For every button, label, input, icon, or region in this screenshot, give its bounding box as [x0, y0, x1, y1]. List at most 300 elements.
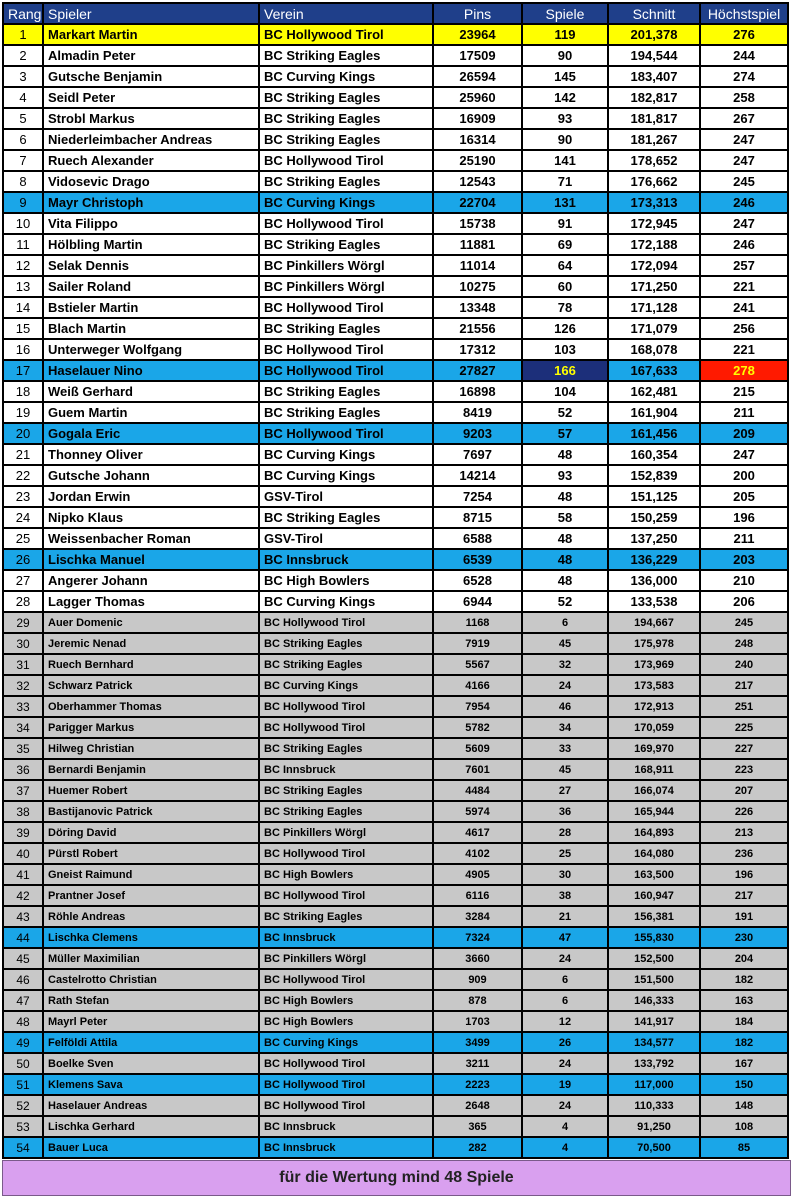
- high-game-cell: 203: [700, 549, 788, 570]
- pins-cell: 6539: [433, 549, 522, 570]
- average-cell: 136,000: [608, 570, 700, 591]
- club-cell: BC Innsbruck: [259, 759, 433, 780]
- pins-cell: 6528: [433, 570, 522, 591]
- average-cell: 161,456: [608, 423, 700, 444]
- high-game-cell: 217: [700, 675, 788, 696]
- rank-cell: 6: [3, 129, 43, 150]
- rank-cell: 46: [3, 969, 43, 990]
- pins-cell: 1168: [433, 612, 522, 633]
- club-cell: BC Curving Kings: [259, 675, 433, 696]
- table-row: [3, 507, 788, 528]
- high-game-cell: 85: [700, 1137, 788, 1158]
- table-row: [3, 822, 788, 843]
- average-cell: 146,333: [608, 990, 700, 1011]
- average-cell: 134,577: [608, 1032, 700, 1053]
- club-cell: BC Hollywood Tirol: [259, 717, 433, 738]
- rank-cell: 38: [3, 801, 43, 822]
- average-cell: 181,817: [608, 108, 700, 129]
- table-row: [3, 1074, 788, 1095]
- average-cell: 164,080: [608, 843, 700, 864]
- player-cell: Hilweg Christian: [43, 738, 259, 759]
- club-cell: BC Striking Eagles: [259, 654, 433, 675]
- rank-cell: 28: [3, 591, 43, 612]
- pins-cell: 16898: [433, 381, 522, 402]
- high-game-cell: 182: [700, 969, 788, 990]
- club-cell: BC Striking Eagles: [259, 171, 433, 192]
- rank-cell: 20: [3, 423, 43, 444]
- pins-cell: 282: [433, 1137, 522, 1158]
- high-game-cell: 245: [700, 171, 788, 192]
- club-cell: BC Pinkillers Wörgl: [259, 276, 433, 297]
- player-cell: Markart Martin: [43, 24, 259, 45]
- games-cell: 45: [522, 633, 608, 654]
- rank-cell: 49: [3, 1032, 43, 1053]
- rank-cell: 43: [3, 906, 43, 927]
- table-row: [3, 465, 788, 486]
- table-row: [3, 192, 788, 213]
- ranking-body: [3, 24, 788, 1158]
- high-game-cell: 245: [700, 612, 788, 633]
- average-cell: 110,333: [608, 1095, 700, 1116]
- club-cell: BC Hollywood Tirol: [259, 339, 433, 360]
- games-cell: 34: [522, 717, 608, 738]
- player-cell: Vidosevic Drago: [43, 171, 259, 192]
- games-cell: 48: [522, 549, 608, 570]
- club-cell: BC Hollywood Tirol: [259, 360, 433, 381]
- club-cell: BC Curving Kings: [259, 1032, 433, 1053]
- club-cell: BC Hollywood Tirol: [259, 843, 433, 864]
- club-cell: BC Hollywood Tirol: [259, 885, 433, 906]
- rank-cell: 30: [3, 633, 43, 654]
- table-row: [3, 570, 788, 591]
- club-cell: BC Hollywood Tirol: [259, 24, 433, 45]
- pins-cell: 878: [433, 990, 522, 1011]
- player-cell: Unterweger Wolfgang: [43, 339, 259, 360]
- rank-cell: 50: [3, 1053, 43, 1074]
- games-cell: 46: [522, 696, 608, 717]
- games-cell: 91: [522, 213, 608, 234]
- table-row: [3, 318, 788, 339]
- table-row: [3, 171, 788, 192]
- club-cell: BC Striking Eagles: [259, 507, 433, 528]
- high-game-cell: 221: [700, 276, 788, 297]
- rank-cell: 53: [3, 1116, 43, 1137]
- rank-cell: 26: [3, 549, 43, 570]
- table-row: [3, 591, 788, 612]
- club-cell: BC Pinkillers Wörgl: [259, 822, 433, 843]
- pins-cell: 5974: [433, 801, 522, 822]
- high-game-cell: 200: [700, 465, 788, 486]
- games-cell: 52: [522, 591, 608, 612]
- club-cell: BC Striking Eagles: [259, 780, 433, 801]
- games-cell: 45: [522, 759, 608, 780]
- club-cell: BC Curving Kings: [259, 192, 433, 213]
- high-game-cell: 247: [700, 129, 788, 150]
- club-cell: BC Curving Kings: [259, 66, 433, 87]
- pins-cell: 5782: [433, 717, 522, 738]
- player-cell: Weissenbacher Roman: [43, 528, 259, 549]
- table-row: [3, 675, 788, 696]
- club-cell: BC Striking Eagles: [259, 87, 433, 108]
- club-cell: BC Striking Eagles: [259, 381, 433, 402]
- club-cell: GSV-Tirol: [259, 528, 433, 549]
- club-cell: BC Innsbruck: [259, 549, 433, 570]
- table-row: [3, 843, 788, 864]
- high-game-cell: 230: [700, 927, 788, 948]
- table-row: [3, 948, 788, 969]
- games-cell: 78: [522, 297, 608, 318]
- rank-cell: 41: [3, 864, 43, 885]
- games-cell: 52: [522, 402, 608, 423]
- average-cell: 160,947: [608, 885, 700, 906]
- pins-cell: 21556: [433, 318, 522, 339]
- average-cell: 165,944: [608, 801, 700, 822]
- player-cell: Niederleimbacher Andreas: [43, 129, 259, 150]
- games-cell: 71: [522, 171, 608, 192]
- high-game-cell: 221: [700, 339, 788, 360]
- player-cell: Ruech Alexander: [43, 150, 259, 171]
- player-cell: Bastijanovic Patrick: [43, 801, 259, 822]
- player-cell: Oberhammer Thomas: [43, 696, 259, 717]
- club-cell: BC High Bowlers: [259, 990, 433, 1011]
- rank-cell: 33: [3, 696, 43, 717]
- average-cell: 171,250: [608, 276, 700, 297]
- average-cell: 136,229: [608, 549, 700, 570]
- player-cell: Bstieler Martin: [43, 297, 259, 318]
- rank-cell: 52: [3, 1095, 43, 1116]
- player-cell: Vita Filippo: [43, 213, 259, 234]
- table-row: [3, 1011, 788, 1032]
- header-spieler: Spieler: [43, 3, 259, 24]
- pins-cell: 25960: [433, 87, 522, 108]
- pins-cell: 3211: [433, 1053, 522, 1074]
- games-cell: 21: [522, 906, 608, 927]
- rank-cell: 44: [3, 927, 43, 948]
- high-game-cell: 267: [700, 108, 788, 129]
- club-cell: BC High Bowlers: [259, 1011, 433, 1032]
- games-cell: 6: [522, 612, 608, 633]
- high-game-cell: 236: [700, 843, 788, 864]
- club-cell: BC High Bowlers: [259, 864, 433, 885]
- high-game-cell: 244: [700, 45, 788, 66]
- player-cell: Sailer Roland: [43, 276, 259, 297]
- player-cell: Ruech Bernhard: [43, 654, 259, 675]
- club-cell: BC Striking Eagles: [259, 738, 433, 759]
- rank-cell: 35: [3, 738, 43, 759]
- player-cell: Bauer Luca: [43, 1137, 259, 1158]
- table-row: [3, 1095, 788, 1116]
- player-cell: Guem Martin: [43, 402, 259, 423]
- player-cell: Blach Martin: [43, 318, 259, 339]
- games-cell: 145: [522, 66, 608, 87]
- rank-cell: 4: [3, 87, 43, 108]
- club-cell: BC Striking Eagles: [259, 234, 433, 255]
- pins-cell: 4905: [433, 864, 522, 885]
- player-cell: Klemens Sava: [43, 1074, 259, 1095]
- rank-cell: 14: [3, 297, 43, 318]
- high-game-cell: 213: [700, 822, 788, 843]
- average-cell: 163,500: [608, 864, 700, 885]
- pins-cell: 16314: [433, 129, 522, 150]
- high-game-cell: 215: [700, 381, 788, 402]
- pins-cell: 11014: [433, 255, 522, 276]
- games-cell: 48: [522, 444, 608, 465]
- pins-cell: 15738: [433, 213, 522, 234]
- average-cell: 70,500: [608, 1137, 700, 1158]
- games-cell: 38: [522, 885, 608, 906]
- pins-cell: 26594: [433, 66, 522, 87]
- rank-cell: 11: [3, 234, 43, 255]
- rank-cell: 16: [3, 339, 43, 360]
- player-cell: Selak Dennis: [43, 255, 259, 276]
- high-game-cell: 182: [700, 1032, 788, 1053]
- pins-cell: 22704: [433, 192, 522, 213]
- average-cell: 151,500: [608, 969, 700, 990]
- club-cell: BC Striking Eagles: [259, 801, 433, 822]
- high-game-cell: 246: [700, 192, 788, 213]
- high-game-cell: 251: [700, 696, 788, 717]
- player-cell: Mayrl Peter: [43, 1011, 259, 1032]
- rank-cell: 18: [3, 381, 43, 402]
- club-cell: BC Hollywood Tirol: [259, 1095, 433, 1116]
- average-cell: 173,969: [608, 654, 700, 675]
- rank-cell: 45: [3, 948, 43, 969]
- pins-cell: 7919: [433, 633, 522, 654]
- high-game-cell: 209: [700, 423, 788, 444]
- player-cell: Felföldi Attila: [43, 1032, 259, 1053]
- average-cell: 183,407: [608, 66, 700, 87]
- games-cell: 26: [522, 1032, 608, 1053]
- table-row: [3, 360, 788, 381]
- rank-cell: 3: [3, 66, 43, 87]
- rank-cell: 21: [3, 444, 43, 465]
- average-cell: 166,074: [608, 780, 700, 801]
- high-game-cell: 205: [700, 486, 788, 507]
- average-cell: 161,904: [608, 402, 700, 423]
- table-row: [3, 801, 788, 822]
- header-hoechstspiel: Höchstspiel: [700, 3, 788, 24]
- high-game-cell: 278: [700, 360, 788, 381]
- pins-cell: 5609: [433, 738, 522, 759]
- games-cell: 90: [522, 45, 608, 66]
- club-cell: BC Striking Eagles: [259, 906, 433, 927]
- pins-cell: 25190: [433, 150, 522, 171]
- high-game-cell: 274: [700, 66, 788, 87]
- rank-cell: 48: [3, 1011, 43, 1032]
- average-cell: 172,945: [608, 213, 700, 234]
- average-cell: 176,662: [608, 171, 700, 192]
- player-cell: Almadin Peter: [43, 45, 259, 66]
- player-cell: Thonney Oliver: [43, 444, 259, 465]
- header-rang: Rang: [3, 3, 43, 24]
- high-game-cell: 204: [700, 948, 788, 969]
- table-row: [3, 486, 788, 507]
- player-cell: Hölbling Martin: [43, 234, 259, 255]
- pins-cell: 3660: [433, 948, 522, 969]
- pins-cell: 16909: [433, 108, 522, 129]
- club-cell: BC High Bowlers: [259, 570, 433, 591]
- player-cell: Angerer Johann: [43, 570, 259, 591]
- games-cell: 24: [522, 1095, 608, 1116]
- average-cell: 162,481: [608, 381, 700, 402]
- games-cell: 19: [522, 1074, 608, 1095]
- average-cell: 194,667: [608, 612, 700, 633]
- table-row: [3, 381, 788, 402]
- average-cell: 178,652: [608, 150, 700, 171]
- player-cell: Rath Stefan: [43, 990, 259, 1011]
- club-cell: BC Striking Eagles: [259, 633, 433, 654]
- high-game-cell: 196: [700, 507, 788, 528]
- club-cell: BC Pinkillers Wörgl: [259, 255, 433, 276]
- table-row: [3, 234, 788, 255]
- games-cell: 57: [522, 423, 608, 444]
- games-cell: 104: [522, 381, 608, 402]
- high-game-cell: 247: [700, 444, 788, 465]
- high-game-cell: 256: [700, 318, 788, 339]
- high-game-cell: 225: [700, 717, 788, 738]
- club-cell: BC Hollywood Tirol: [259, 969, 433, 990]
- ranking-sheet: [2, 2, 791, 1159]
- average-cell: 167,633: [608, 360, 700, 381]
- rank-cell: 5: [3, 108, 43, 129]
- high-game-cell: 247: [700, 150, 788, 171]
- high-game-cell: 240: [700, 654, 788, 675]
- games-cell: 48: [522, 570, 608, 591]
- average-cell: 164,893: [608, 822, 700, 843]
- games-cell: 142: [522, 87, 608, 108]
- average-cell: 151,125: [608, 486, 700, 507]
- average-cell: 137,250: [608, 528, 700, 549]
- average-cell: 175,978: [608, 633, 700, 654]
- average-cell: 91,250: [608, 1116, 700, 1137]
- rank-cell: 1: [3, 24, 43, 45]
- table-row: [3, 150, 788, 171]
- high-game-cell: 184: [700, 1011, 788, 1032]
- table-row: [3, 885, 788, 906]
- player-cell: Seidl Peter: [43, 87, 259, 108]
- player-cell: Jeremic Nenad: [43, 633, 259, 654]
- player-cell: Castelrotto Christian: [43, 969, 259, 990]
- high-game-cell: 226: [700, 801, 788, 822]
- games-cell: 93: [522, 108, 608, 129]
- club-cell: BC Striking Eagles: [259, 129, 433, 150]
- games-cell: 28: [522, 822, 608, 843]
- games-cell: 24: [522, 1053, 608, 1074]
- high-game-cell: 258: [700, 87, 788, 108]
- games-cell: 131: [522, 192, 608, 213]
- high-game-cell: 150: [700, 1074, 788, 1095]
- average-cell: 173,313: [608, 192, 700, 213]
- games-cell: 47: [522, 927, 608, 948]
- high-game-cell: 108: [700, 1116, 788, 1137]
- pins-cell: 12543: [433, 171, 522, 192]
- table-row: [3, 717, 788, 738]
- table-row: [3, 1116, 788, 1137]
- pins-cell: 23964: [433, 24, 522, 45]
- table-row: [3, 927, 788, 948]
- table-row: [3, 633, 788, 654]
- pins-cell: 11881: [433, 234, 522, 255]
- player-cell: Mayr Christoph: [43, 192, 259, 213]
- table-row: [3, 1137, 788, 1158]
- average-cell: 152,500: [608, 948, 700, 969]
- high-game-cell: 207: [700, 780, 788, 801]
- average-cell: 182,817: [608, 87, 700, 108]
- games-cell: 60: [522, 276, 608, 297]
- ranking-table: [2, 2, 789, 1159]
- average-cell: 171,079: [608, 318, 700, 339]
- pins-cell: 4484: [433, 780, 522, 801]
- rank-cell: 8: [3, 171, 43, 192]
- high-game-cell: 248: [700, 633, 788, 654]
- average-cell: 156,381: [608, 906, 700, 927]
- games-cell: 6: [522, 969, 608, 990]
- rank-cell: 7: [3, 150, 43, 171]
- rank-cell: 34: [3, 717, 43, 738]
- player-cell: Boelke Sven: [43, 1053, 259, 1074]
- high-game-cell: 217: [700, 885, 788, 906]
- club-cell: BC Striking Eagles: [259, 45, 433, 66]
- club-cell: BC Curving Kings: [259, 444, 433, 465]
- table-row: [3, 87, 788, 108]
- high-game-cell: 191: [700, 906, 788, 927]
- club-cell: BC Innsbruck: [259, 1116, 433, 1137]
- rank-cell: 31: [3, 654, 43, 675]
- high-game-cell: 247: [700, 213, 788, 234]
- player-cell: Müller Maximilian: [43, 948, 259, 969]
- player-cell: Lischka Clemens: [43, 927, 259, 948]
- average-cell: 155,830: [608, 927, 700, 948]
- high-game-cell: 276: [700, 24, 788, 45]
- high-game-cell: 257: [700, 255, 788, 276]
- player-cell: Döring David: [43, 822, 259, 843]
- average-cell: 169,970: [608, 738, 700, 759]
- table-row: [3, 780, 788, 801]
- table-row: [3, 108, 788, 129]
- rank-cell: 23: [3, 486, 43, 507]
- player-cell: Bernardi Benjamin: [43, 759, 259, 780]
- player-cell: Gutsche Johann: [43, 465, 259, 486]
- high-game-cell: 210: [700, 570, 788, 591]
- header-spiele: Spiele: [522, 3, 608, 24]
- club-cell: BC Hollywood Tirol: [259, 213, 433, 234]
- club-cell: GSV-Tirol: [259, 486, 433, 507]
- high-game-cell: 223: [700, 759, 788, 780]
- pins-cell: 6588: [433, 528, 522, 549]
- pins-cell: 7254: [433, 486, 522, 507]
- pins-cell: 17509: [433, 45, 522, 66]
- games-cell: 58: [522, 507, 608, 528]
- pins-cell: 13348: [433, 297, 522, 318]
- pins-cell: 2648: [433, 1095, 522, 1116]
- pins-cell: 365: [433, 1116, 522, 1137]
- table-row: [3, 255, 788, 276]
- average-cell: 168,911: [608, 759, 700, 780]
- player-cell: Huemer Robert: [43, 780, 259, 801]
- games-cell: 119: [522, 24, 608, 45]
- rank-cell: 37: [3, 780, 43, 801]
- pins-cell: 3499: [433, 1032, 522, 1053]
- table-row: [3, 213, 788, 234]
- table-row: [3, 339, 788, 360]
- rank-cell: 47: [3, 990, 43, 1011]
- table-row: [3, 66, 788, 87]
- club-cell: BC Hollywood Tirol: [259, 423, 433, 444]
- rank-cell: 42: [3, 885, 43, 906]
- pins-cell: 27827: [433, 360, 522, 381]
- rank-cell: 24: [3, 507, 43, 528]
- high-game-cell: 206: [700, 591, 788, 612]
